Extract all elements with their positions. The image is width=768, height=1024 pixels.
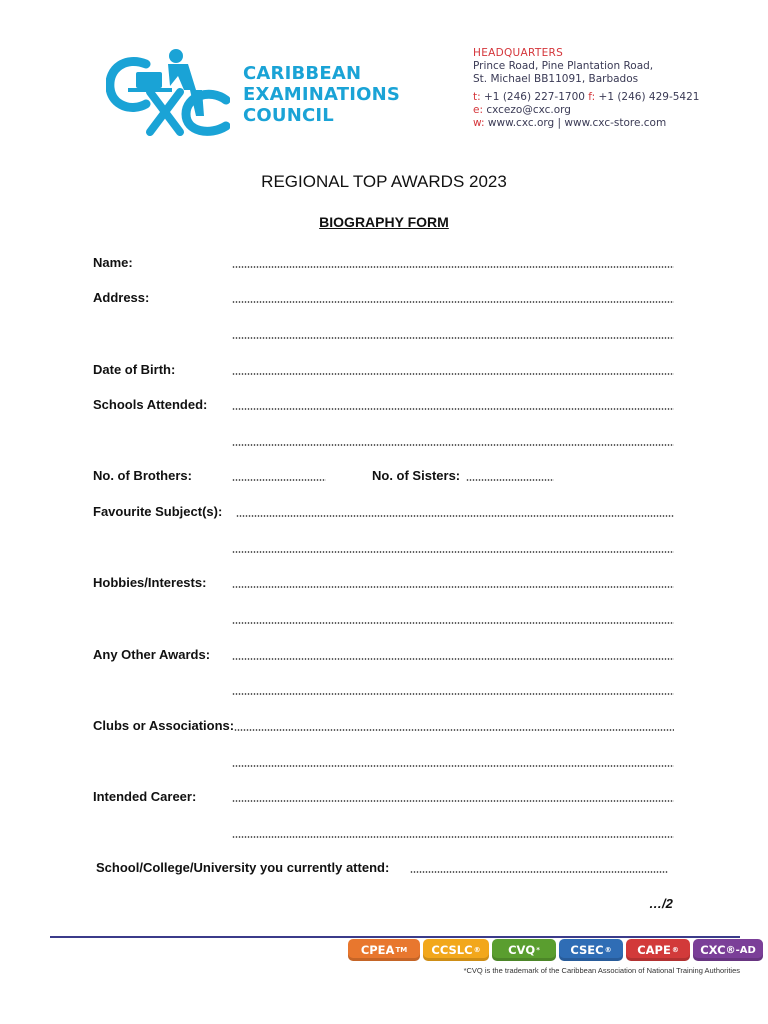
page-indicator: …/2 xyxy=(649,896,673,911)
schools-row-2 xyxy=(0,433,768,449)
badge-ccslc-mark: ® xyxy=(473,946,481,954)
phone-label: t: xyxy=(473,90,481,103)
clubs-field-line-2[interactable] xyxy=(232,765,674,767)
hq-phone-line xyxy=(473,91,699,104)
badge-cvq-label: CVQ xyxy=(508,943,536,957)
badge-cpea xyxy=(348,939,420,961)
web-label: w: xyxy=(473,117,485,130)
favourite-row-2 xyxy=(0,540,768,556)
name-field[interactable] xyxy=(232,266,674,268)
siblings-row xyxy=(0,468,768,484)
form-subtitle: BIOGRAPHY FORM xyxy=(319,214,449,230)
schools-field-line-1[interactable] xyxy=(232,408,674,410)
org-name-line-1: CARIBBEAN xyxy=(243,63,362,84)
awards-field-line-2[interactable] xyxy=(232,693,674,695)
fax-label: f: xyxy=(588,90,596,103)
badge-ccslc-label: CCSLC xyxy=(431,943,473,957)
hq-address-line-2: St. Michael BB11091, Barbados xyxy=(473,73,639,86)
current-school-label: School/College/University you currently attend: xyxy=(96,860,390,875)
trademark-note: *CVQ is the trademark of the Caribbean Association of National Training Authorities xyxy=(463,966,740,975)
hq-address-line-1: Prince Road, Pine Plantation Road, xyxy=(473,60,654,73)
career-row-2 xyxy=(0,825,768,841)
dob-label: Date of Birth: xyxy=(93,362,176,377)
org-name-line-3: COUNCIL xyxy=(243,105,334,126)
badge-cvq-mark: * xyxy=(536,946,540,954)
cxc-logo-icon xyxy=(106,46,230,136)
program-badges xyxy=(348,939,763,961)
form-title: REGIONAL TOP AWARDS 2023 xyxy=(261,172,507,191)
career-field-line-2[interactable] xyxy=(232,836,674,838)
badge-cpea-label: CPEA xyxy=(360,943,395,957)
career-field-line-1[interactable] xyxy=(232,800,674,802)
org-name-line-2: EXAMINATIONS xyxy=(243,84,401,105)
career-row xyxy=(0,789,768,805)
badge-cape-mark: ® xyxy=(671,946,679,954)
badge-csec-label: CSEC xyxy=(570,943,604,957)
email-label: e: xyxy=(473,103,483,116)
badge-cpea-mark: TM xyxy=(395,946,408,954)
favourite-field-line-2[interactable] xyxy=(232,551,674,553)
hobbies-field-line-1[interactable] xyxy=(232,586,674,588)
badge-cxc-ad-mark: ®-AD xyxy=(725,944,756,956)
badge-ccslc xyxy=(423,939,489,961)
badge-cape xyxy=(626,939,690,961)
address-row xyxy=(0,290,768,306)
headquarters-block xyxy=(473,47,699,130)
clubs-field-line-1[interactable] xyxy=(234,729,674,731)
hobbies-row-2 xyxy=(0,611,768,627)
fax-number: +1 (246) 429-5421 xyxy=(598,90,700,103)
address-field-line-1[interactable] xyxy=(232,301,674,303)
favourite-row xyxy=(0,504,768,520)
sisters-label: No. of Sisters: xyxy=(372,468,461,483)
dob-field[interactable] xyxy=(232,373,674,375)
clubs-row xyxy=(0,718,768,734)
badge-cxc-ad-label: CXC xyxy=(700,943,726,957)
address-field-line-2[interactable] xyxy=(232,337,674,339)
phone-number: +1 (246) 227-1700 xyxy=(484,90,585,103)
name-row xyxy=(0,255,768,271)
email-address: cxcezo@cxc.org xyxy=(486,103,571,116)
hobbies-label: Hobbies/Interests: xyxy=(93,575,207,590)
awards-row xyxy=(0,647,768,663)
address-row-2 xyxy=(0,326,768,342)
schools-row xyxy=(0,397,768,413)
clubs-label: Clubs or Associations: xyxy=(93,718,235,733)
favourite-field-line-1[interactable] xyxy=(236,515,674,517)
hobbies-field-line-2[interactable] xyxy=(232,622,674,624)
name-label: Name: xyxy=(93,255,133,270)
badge-csec-mark: ® xyxy=(604,946,612,954)
dob-row xyxy=(0,362,768,378)
web-address: www.cxc.org | www.cxc-store.com xyxy=(487,117,667,130)
favourite-label: Favourite Subject(s): xyxy=(93,504,223,519)
footer-divider xyxy=(50,936,740,938)
hq-email-line xyxy=(473,104,699,117)
hq-web-line xyxy=(473,117,699,130)
brothers-label: No. of Brothers: xyxy=(93,468,192,483)
badge-cape-label: CAPE xyxy=(637,943,671,957)
awards-label: Any Other Awards: xyxy=(93,647,211,662)
organization-name xyxy=(243,63,400,126)
badge-cxc-ad xyxy=(693,939,763,961)
badge-csec xyxy=(559,939,623,961)
brothers-field[interactable] xyxy=(232,479,326,481)
clubs-row-2 xyxy=(0,754,768,770)
awards-field-line-1[interactable] xyxy=(232,658,674,660)
badge-cvq xyxy=(492,939,556,961)
career-label: Intended Career: xyxy=(93,789,197,804)
schools-field-line-2[interactable] xyxy=(232,444,674,446)
awards-row-2 xyxy=(0,682,768,698)
hq-title: HEADQUARTERS xyxy=(473,47,564,59)
hobbies-row xyxy=(0,575,768,591)
address-label: Address: xyxy=(93,290,150,305)
schools-label: Schools Attended: xyxy=(93,397,208,412)
current-school-field[interactable] xyxy=(410,871,668,873)
sisters-field[interactable] xyxy=(466,479,554,481)
